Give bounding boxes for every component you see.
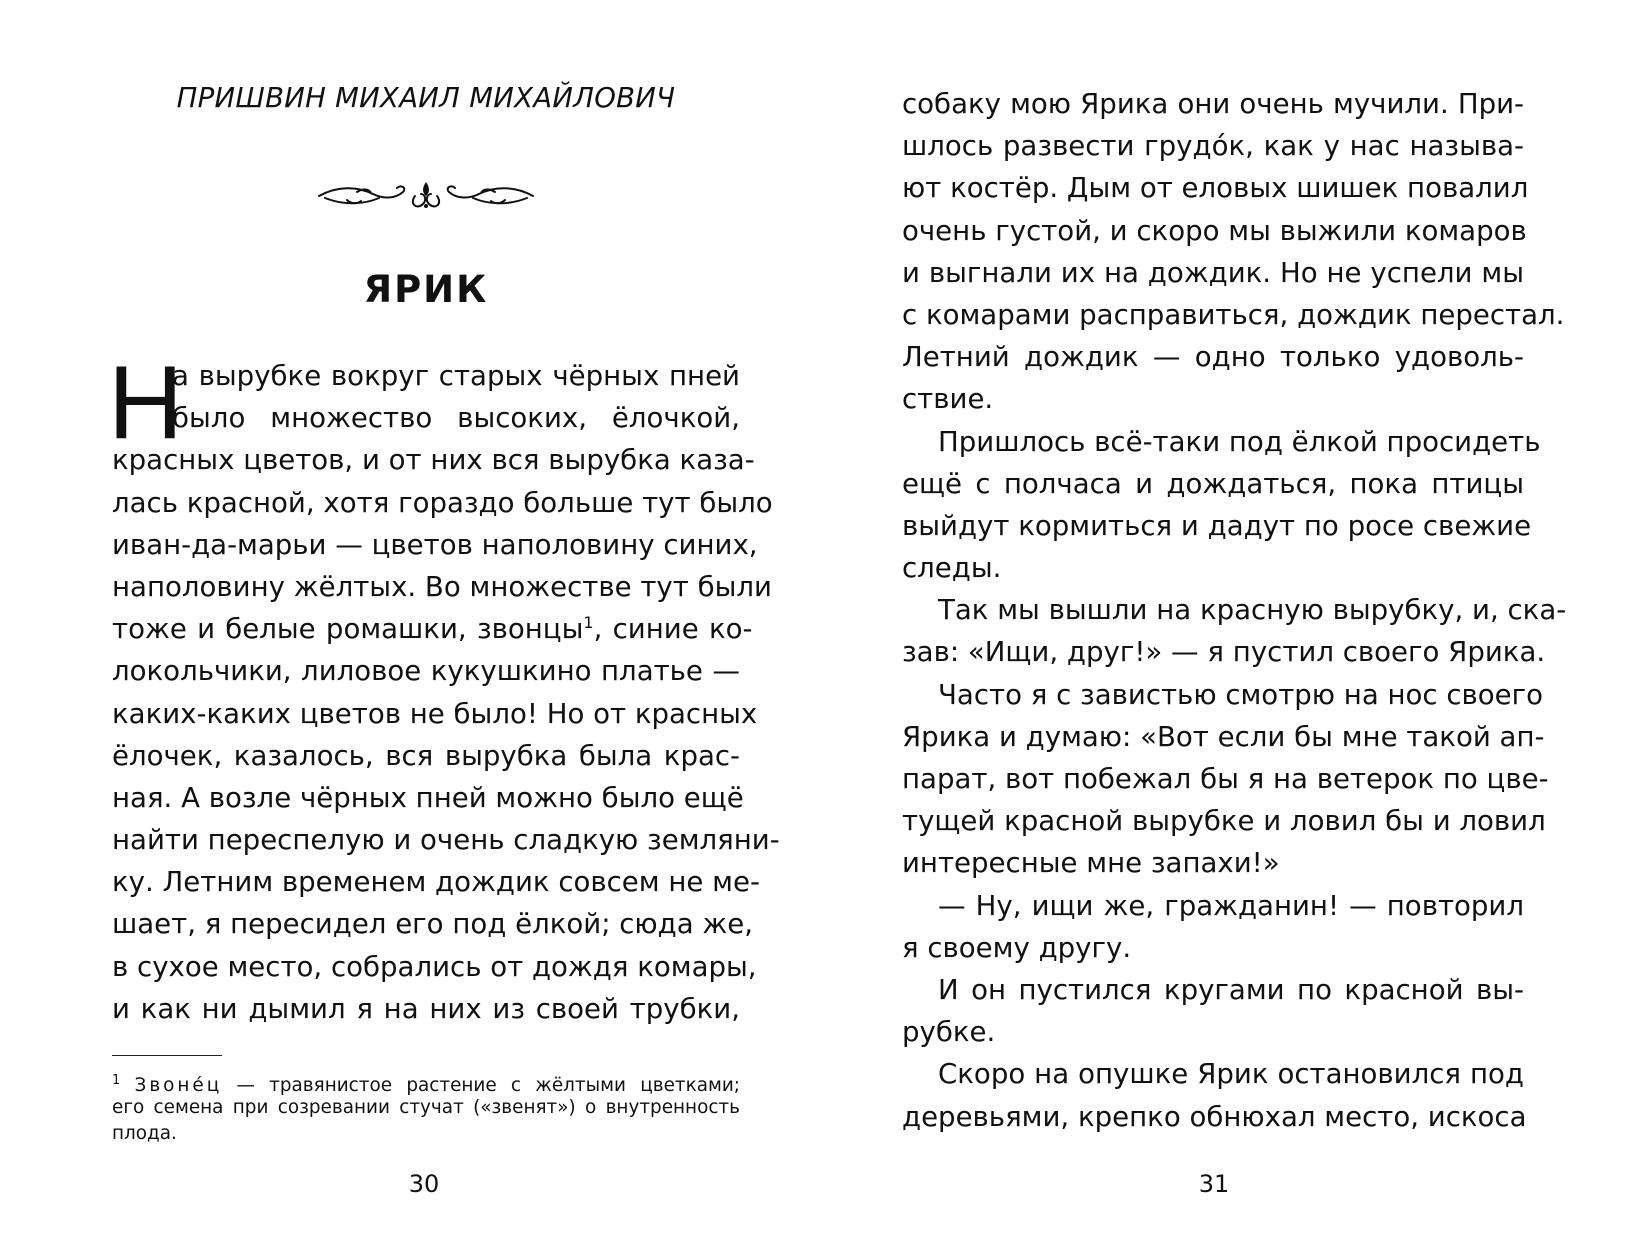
right-page-body <box>902 83 1567 1138</box>
text-line: — Ну, ищи же, гражданин! — повторил <box>938 888 1524 922</box>
text-line: иван-да-марьи — цветов наполовину синих, <box>112 527 758 561</box>
footnote-divider <box>112 1055 222 1056</box>
text-line: собаку мою Ярика они очень мучили. При- <box>902 87 1524 120</box>
text-line: ствие. <box>902 382 994 416</box>
text-line: ку. Летним временем дождик совсем не ме- <box>112 865 760 899</box>
text-line: наполовину жёлтых. Во множестве тут были <box>112 569 772 603</box>
text-line: очень густой, и скоро мы выжили комаров <box>902 213 1527 247</box>
text-line: и выгнали их на дождик. Но не успели мы <box>902 255 1524 289</box>
text-line: Пришлось всё-таки под ёлкой просидеть <box>938 424 1541 458</box>
text-line: ещё с полчаса и дождаться, пока птицы <box>902 466 1524 500</box>
footnote-term: Звоне́ц <box>134 1075 223 1097</box>
text-line: шлось развести грудо́к, как у нас называ- <box>902 129 1524 163</box>
text-line: следы. <box>902 551 1002 585</box>
text-fragment: , синие ко- <box>593 612 753 646</box>
text-line: интересные мне запахи!» <box>902 846 1280 880</box>
text-fragment: тоже и белые ромашки, звонцы <box>112 612 584 646</box>
text-line: Летний дождик — одно только удоволь- <box>902 340 1524 374</box>
text-line: парат, вот побежал бы я на ветерок по цве- <box>902 762 1549 795</box>
text-line: Часто я с завистью смотрю на нос своего <box>938 677 1544 711</box>
text-line: локольчики, лиловое кукушкино платье — <box>112 654 740 688</box>
text-line: с комарами расправиться, дождик перестал. <box>902 297 1565 331</box>
author-header: ПРИШВИН МИХАИЛ МИХАЙЛОВИЧ <box>176 82 676 114</box>
story-title: ЯРИК <box>363 268 489 311</box>
text-line: Так мы вышли на красную вырубку, и, ска- <box>938 593 1567 627</box>
vignette-ornament-icon <box>317 176 535 216</box>
text-line: зав: «Ищи, друг!» — я пустил своего Ярика. <box>902 635 1546 669</box>
footnote <box>112 1068 740 1148</box>
text-line: найти переспелую и очень сладкую земляни- <box>112 823 780 857</box>
text-line: было множество высоких, ёлочкой, <box>172 401 740 435</box>
text-line: а вырубке вокруг старых чёрных пней <box>172 359 740 392</box>
text-line: выйдут кормиться и дадут по росе свежие <box>902 508 1532 542</box>
text-line: И он пустился кругами по красной вы- <box>938 972 1524 1006</box>
footnote-ref: 1 <box>583 612 594 632</box>
footnote-line: его семена при созревании стучат («звенят») о внутренность <box>112 1096 740 1118</box>
text-line: красных цветов, и от них вся вырубка каза- <box>112 443 755 477</box>
text-line: в сухое место, собрались от дождя комары, <box>112 949 757 983</box>
text-line: лась красной, хотя гораздо больше тут было <box>112 485 773 519</box>
footnote-line <box>112 1068 740 1095</box>
footnote-text: — травянистое растение с жёлтыми цветками; <box>222 1075 740 1097</box>
text-line: ют костёр. Дым от еловых шишек повалил <box>902 171 1529 205</box>
text-line: я своему другу. <box>902 930 1132 964</box>
page-number-right: 31 <box>1198 1170 1230 1198</box>
text-line: и как ни дымил я на них из своей трубки, <box>112 991 740 1025</box>
footnote-line: плода. <box>112 1123 177 1144</box>
text-line: каких-каких цветов не было! Но от красных <box>112 696 758 730</box>
drop-cap: Н <box>108 345 184 461</box>
text-line: тущей красной вырубке и ловил бы и ловил <box>902 804 1546 838</box>
text-line: ёлочек, казалось, вся вырубка была крас- <box>112 738 740 772</box>
text-line: ная. А возле чёрных пней можно было ещё <box>112 780 744 814</box>
text-line: рубке. <box>902 1015 996 1049</box>
text-line: деревьями, крепко обнюхал место, искоса <box>902 1099 1527 1133</box>
footnote-marker: 1 <box>112 1073 121 1088</box>
text-line: Скоро на опушке Ярик остановился под <box>938 1057 1524 1091</box>
left-page <box>108 0 780 1252</box>
page-number-left: 30 <box>408 1170 440 1198</box>
text-line: шает, я пересидел его под ёлкой; сюда же, <box>112 907 754 941</box>
text-line: Ярика и думаю: «Вот если бы мне такой ап- <box>902 719 1545 753</box>
left-page-body <box>112 355 780 1030</box>
right-page <box>902 0 1567 1252</box>
text-line-with-footnote <box>112 608 753 650</box>
